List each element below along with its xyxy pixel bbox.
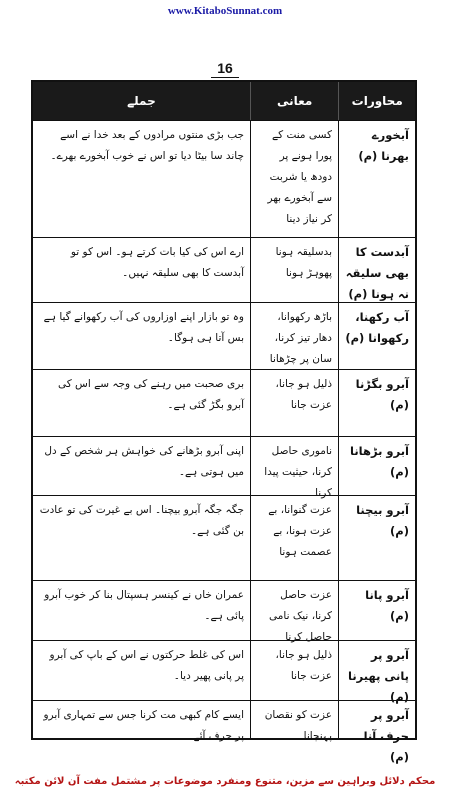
idiom-cell: آبخورے بھرنا (م) <box>358 128 409 163</box>
idiom-cell: آبرو بگڑنا (م) <box>355 377 409 412</box>
idiom-cell: آبرو پر حرف آنا (م) <box>363 708 409 764</box>
sentence-cell: اپنی آبرو بڑھانے کی خواہش ہر شخص کے دل میں ہوتی ہے۔ <box>33 437 251 495</box>
table-header <box>33 82 415 120</box>
idioms-table <box>31 80 417 764</box>
sentence-cell: ارے اس کی کیا بات کرتے ہو۔ اس کو تو آبدست کا بھی سلیقہ نہیں۔ <box>33 238 251 302</box>
sentence-cell: عمران خاں نے کینسر ہسپتال بنا کر خوب آبرو پائی ہے۔ <box>33 581 251 640</box>
meaning-cell: عزت حاصل کرنا، نیک نامی حاصل کرنا <box>251 581 339 640</box>
table-row <box>33 436 415 499</box>
table-row <box>33 580 415 643</box>
meaning-cell: ذلیل ہو جانا، عزت جانا <box>251 641 339 700</box>
header-word: محاورات <box>351 94 403 108</box>
table-row <box>33 495 415 580</box>
idiom-cell: آب رکھنا، رکھوانا (م) <box>345 310 409 345</box>
sentence-cell: جگہ جگہ آبرو بیچنا۔ اس بے غیرت کی تو عادت بن گئی ہے۔ <box>33 496 251 580</box>
idiom-cell: آبرو بیچنا (م) <box>356 503 409 538</box>
meaning-cell: باڑھ رکھوانا، دھار تیز کرنا، سان پر چڑھانا <box>251 303 339 369</box>
table-row <box>33 700 415 764</box>
sentence-cell: ایسے کام کبھی مت کرنا جس سے تمہاری آبرو پر حرف آئے۔ <box>33 701 251 738</box>
page-number: 16 <box>205 60 245 76</box>
idiom-cell: آبدست کا بھی سلیقہ نہ ہونا (م) <box>345 245 409 301</box>
idiom-cell: آبرو پر پانی پھیرنا (م) <box>348 648 409 704</box>
header-sentence: جملے <box>33 82 251 120</box>
table-row <box>33 640 415 704</box>
table-row <box>33 237 415 302</box>
sentence-cell: بری صحبت میں رہنے کی وجہ سے اس کی آبرو بگڑ گئی ہے۔ <box>33 370 251 436</box>
idiom-cell: آبرو پانا (م) <box>365 588 409 623</box>
header-meaning: معانی <box>251 82 340 120</box>
site-url[interactable]: www.KitaboSunnat.com <box>167 5 283 17</box>
meaning-cell: ناموری حاصل کرنا، حیثیت پیدا کرنا <box>251 437 339 495</box>
idiom-cell: آبرو بڑھانا (م) <box>350 444 409 479</box>
sentence-cell: وہ تو بازار اپنے اوزاروں کی آب رکھوانے گیا ہے بس آتا ہی ہوگا۔ <box>33 303 251 369</box>
table-row <box>33 120 415 237</box>
table-row <box>33 302 415 369</box>
meaning-cell: کسی منت کے پورا ہونے پر دودھ یا شربت سے آبخورے بھر کر نیاز دینا <box>251 121 339 237</box>
sentence-cell: اس کی غلط حرکتوں نے اس کے باپ کی آبرو پر پانی پھیر دیا۔ <box>33 641 251 700</box>
meaning-cell: بدسلیقہ ہونا پھوہڑ ہونا <box>251 238 339 302</box>
sentence-cell: جب بڑی منتوں مرادوں کے بعد خدا نے اسے چاند سا بیٹا دیا تو اس نے خوب آبخورے بھرے۔ <box>33 121 251 237</box>
meaning-cell: عزت گنوانا، بے عزت ہونا، بے عصمت ہونا <box>251 496 339 580</box>
table-row <box>33 369 415 436</box>
meaning-cell: عزت کو نقصان پہنچانا <box>251 701 339 738</box>
meaning-cell: ذلیل ہو جانا، عزت جانا <box>251 370 339 436</box>
footer-tagline: محکم دلائل وبراہین سے مزین، متنوع ومنفرد موضوعات پر مشتمل مفت آن لائن مکتبہ <box>14 776 436 787</box>
